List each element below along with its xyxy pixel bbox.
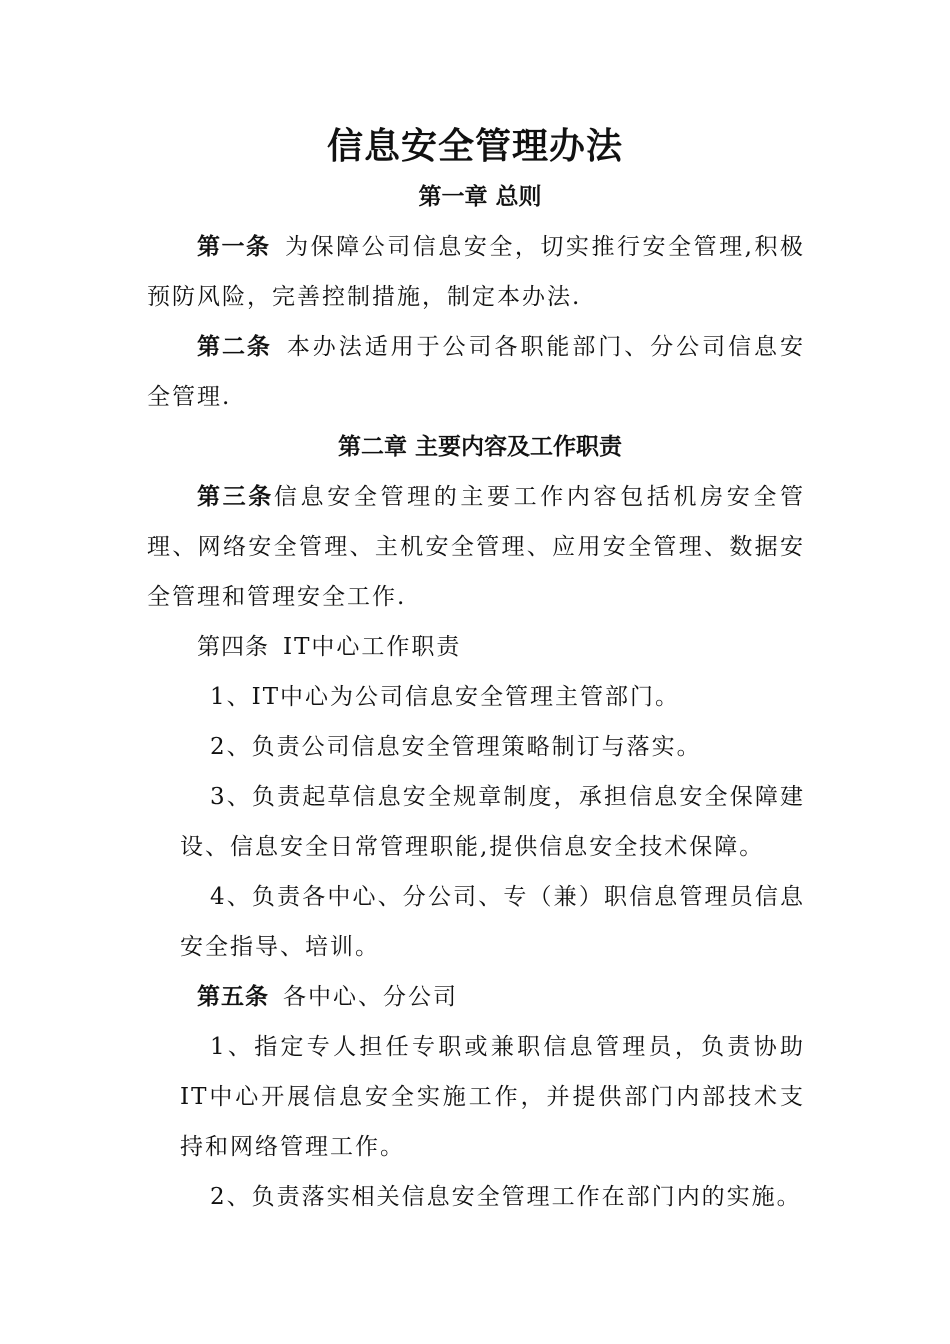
article-4-label: 第四条	[197, 634, 269, 660]
article-5-heading	[0, 972, 950, 1022]
article-4-item: 1、IT中心为公司信息安全管理主管部门。	[210, 684, 681, 710]
chapter-1-heading: 第一章 总则	[418, 184, 542, 210]
article-1-text: 为保障公司信息安全，切实推行安全管理,积极预防风险，完善控制措施，制定本办法.	[147, 234, 806, 310]
article-3-text: 信息安全管理的主要工作内容包括机房安全管理、网络安全管理、主机安全管理、应用安全管理、数据安全管理和管理安全工作.	[147, 484, 806, 610]
article-5-item: 1、指定专人担任专职或兼职信息管理员，负责协助IT中心开展信息安全实施工作，并提供部门内部技术支持和网络管理工作。	[180, 1034, 805, 1160]
article-4-title: IT中心工作职责	[283, 634, 462, 660]
document-title: 信息安全管理办法	[326, 126, 623, 167]
article-1	[0, 222, 950, 322]
article-4-item: 4、负责各中心、分公司、专（兼）职信息管理员信息安全指导、培训。	[180, 884, 805, 960]
article-3-label: 第三条	[197, 484, 274, 510]
article-2-text: 本办法适用于公司各职能部门、分公司信息安全管理.	[147, 334, 806, 410]
article-4-item: 3、负责起草信息安全规章制度，承担信息安全保障建设、信息安全日常管理职能,提供信息安全技术保障。	[180, 784, 805, 860]
article-2	[0, 322, 950, 422]
article-5-label: 第五条	[197, 984, 269, 1010]
chapter-2-heading: 第二章 主要内容及工作职责	[337, 434, 622, 460]
article-1-label: 第一条	[197, 234, 271, 260]
article-3	[0, 472, 950, 622]
article-4-item: 2、负责公司信息安全管理策略制订与落实。	[210, 734, 702, 760]
article-5-item: 2、负责落实相关信息安全管理工作在部门内的实施。	[210, 1184, 802, 1210]
article-4-heading	[0, 622, 950, 672]
article-2-label: 第二条	[197, 334, 272, 360]
article-5-title: 各中心、分公司	[283, 984, 458, 1010]
